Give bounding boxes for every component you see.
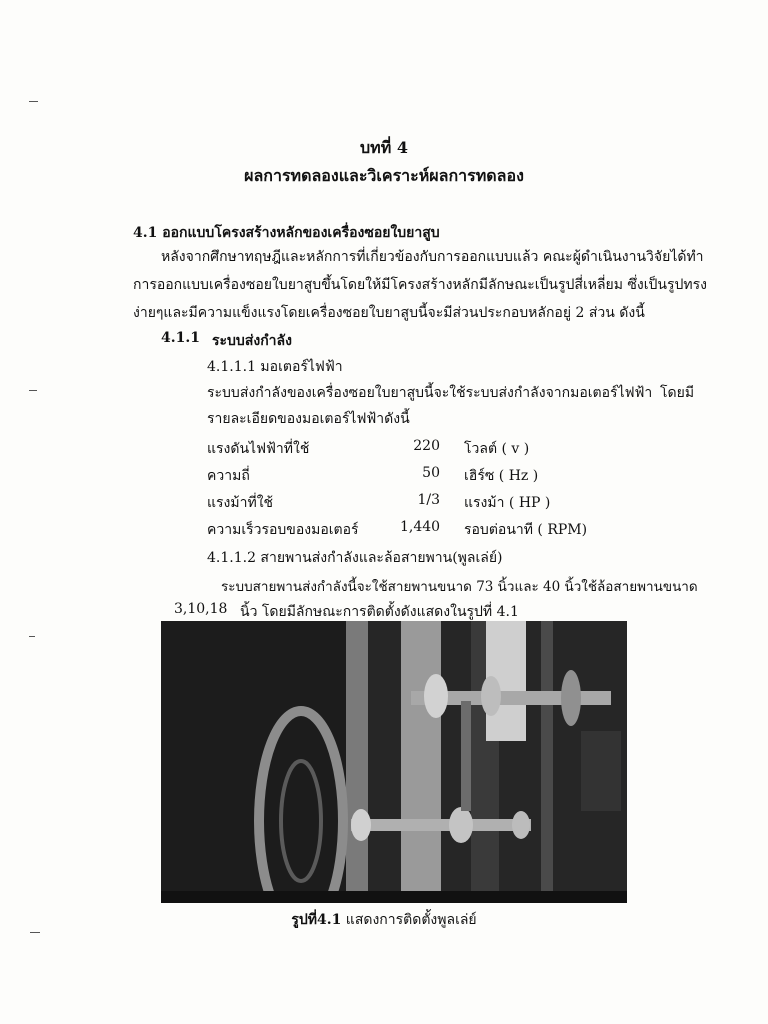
spec-unit: เฮิร์ซ ( Hz ) [464,468,539,484]
spec-value: 1/3 [417,492,440,508]
belt-line-number: 3,10,18 [174,601,228,617]
spec-unit: แรงม้า ( HP ) [464,495,551,511]
spec-label: แรงม้าที่ใช้ [207,495,274,511]
figure-caption-text: แสดงการติดตั้งพูลเล่ย์ [341,912,477,928]
spec-label: ความเร็วรอบของมอเตอร์ [207,522,359,538]
motor-desc-end: โดยมี [660,385,695,401]
section-heading: 4.1 ออกแบบโครงสร้างหลักของเครื่องซอยใบยาสูบ [133,225,440,241]
scan-mark [30,932,40,933]
spec-unit: โวลต์ ( v ) [464,441,530,457]
pulley-photo [161,621,627,903]
figure-caption-label: รูปที่4.1 [291,912,342,928]
spec-value: 50 [422,465,440,481]
belt-heading: 4.1.1.2 สายพานส่งกำลังและล้อสายพาน(พูลเล่ย์) [207,550,503,566]
spec-unit: รอบต่อนาที ( RPM) [464,522,588,538]
paragraph-line: การออกแบบเครื่องซอยใบยาสูบขึ้นโดยให้มีโครงสร้างหลักมีลักษณะเป็นรูปสี่เหลี่ยม ซึ่งเป็นรูปทรง [133,277,707,293]
motor-desc: รายละเอียดของมอเตอร์ไฟฟ้าดังนี้ [207,411,410,427]
figure-caption [0,909,768,931]
subsection-title: ระบบส่งกำลัง [212,333,292,349]
paragraph-line: หลังจากศึกษาทฤษฎีและหลักการที่เกี่ยวข้องกับการออกแบบแล้ว คณะผู้ดำเนินงานวิจัยได้ทำ [161,249,704,265]
motor-heading: 4.1.1.1 มอเตอร์ไฟฟ้า [207,359,343,375]
motor-desc: ระบบส่งกำลังของเครื่องซอยใบยาสูบนี้จะใช้ระบบส่งกำลังจากมอเตอร์ไฟฟ้า [207,385,653,401]
belt-line: นิ้ว โดยมีลักษณะการติดตั้งดังแสดงในรูปที่ 4.1 [240,604,519,620]
scan-mark [29,390,37,391]
belt-line: ระบบสายพานส่งกำลังนี้จะใช้สายพานขนาด 73 นิ้วและ 40 นิ้วใช้ล้อสายพานขนาด [221,579,698,595]
subsection-number: 4.1.1 [161,330,200,346]
paragraph-line: ง่ายๆและมีความแข็งแรงโดยเครื่องซอยใบยาสูบนี้จะมีส่วนประกอบหลักอยู่ 2 ส่วน ดังนี้ [133,305,645,321]
scan-mark [29,101,38,102]
chapter-number: บทที่ 4 [360,138,408,157]
spec-value: 1,440 [400,519,441,535]
spec-label: ความถี่ [207,468,250,484]
scan-mark [29,636,35,637]
chapter-title: ผลการทดลองและวิเคราะห์ผลการทดลอง [244,166,524,185]
spec-label: แรงดันไฟฟ้าที่ใช้ [207,441,310,457]
spec-value: 220 [413,438,440,454]
